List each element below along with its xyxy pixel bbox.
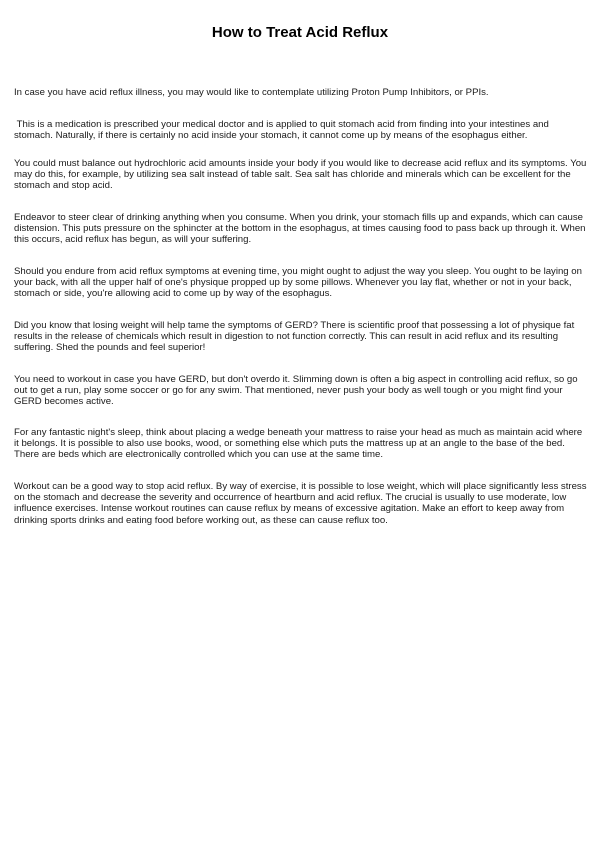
page-title: How to Treat Acid Reflux (211, 24, 389, 41)
paragraph-weight-loss: Did you know that losing weight will help tame the symptoms of GERD? There is scientific proof that possessing a lot of physique fat results in the release of chemicals which result in digestion to not function correctly. This can result in acid reflux and its resulting suffering. Shed the pounds and feel superior! (14, 320, 575, 354)
paragraph-medication: This is a medication is prescribed your medical doctor and is applied to quit stomach acid from finding into your intestines and stomach. Naturally, if there is certainly no acid inside your stomach, it cannot come up by means of the esophagus either. (14, 119, 549, 142)
paragraph-sleep-position: Should you endure from acid reflux symptoms at evening time, you might ought to adjust the way you sleep. You ought to be laying on your back, with all the upper half of one's physique propped up by some pillows. Whenever you lay flat, whether or not in your back, stomach or side, you're allowing acid to come up by way of the esophagus. (14, 266, 582, 300)
paragraph-ppi-intro: In case you have acid reflux illness, you may would like to contemplate utilizing Proton Pump Inhibitors, or PPIs. (14, 87, 489, 98)
paragraph-sea-salt: You could must balance out hydrochloric acid amounts inside your body if you would like to decrease acid reflux and its symptoms. You may do this, for example, by utilizing sea salt instead of table salt. Sea salt has chloride and minerals which can be excellent for the stomach and stop acid. (14, 158, 587, 192)
paragraph-workout-gerd: You need to workout in case you have GERD, but don't overdo it. Slimming down is often a big aspect in controlling acid reflux, so go out to get a run, play some soccer or go for any swim. That mentioned, never push your body as well tough or you might find your GERD becomes active. (14, 374, 578, 408)
paragraph-drinking: Endeavor to steer clear of drinking anything when you consume. When you drink, your stomach fills up and expands, which can cause distension. This puts pressure on the sphincter at the bottom in the esophagus, at times causing food to pass back up through it. When this occurs, acid reflux has begun, as will your suffering. (14, 212, 586, 246)
paragraph-wedge: For any fantastic night's sleep, think about placing a wedge beneath your mattress to raise your head as much as maintain acid where it belongs. It is possible to also use books, wood, or something else which puts the mattress up at an angle to the base of the bed. There are beds which are electronically controlled which you can use at the same time. (14, 427, 583, 461)
paragraph-exercise: Workout can be a good way to stop acid reflux. By way of exercise, it is possible to lose weight, which will place significantly less stress on the stomach and decrease the severity and occurrence of heartburn and acid reflux. The crucial is usually to use moderate, low influence exercises. Intense workout routines can cause reflux by means of excessive agitation. Make an effort to keep away from drinking sports drinks and eating food before working out, as these can cause reflux too. (14, 481, 587, 526)
